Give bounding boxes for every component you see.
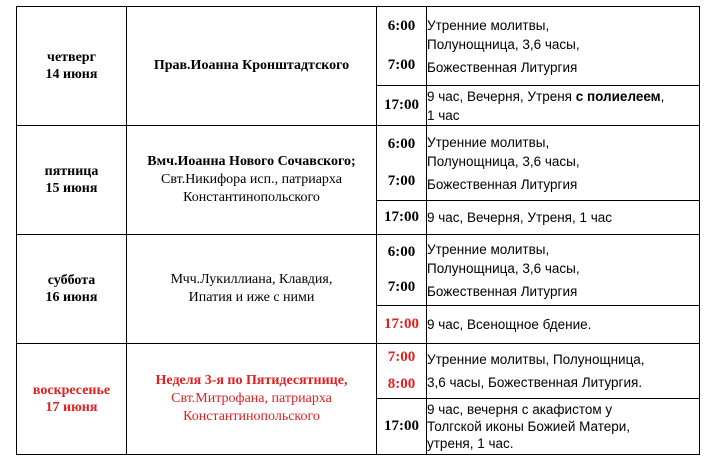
service-line: 9 час, Вечерня, Утреня, 1 час — [427, 201, 700, 235]
schedule-table — [16, 6, 700, 455]
feast-line: Константинопольского — [183, 409, 320, 424]
time-cell — [377, 344, 427, 399]
service-line: Утренние молитвы, — [427, 241, 550, 257]
time-cell — [377, 235, 427, 306]
service-line: 9 час, вечерня с акафистом у — [427, 402, 613, 417]
time: 17:00 — [377, 399, 427, 455]
services-cell — [427, 235, 700, 306]
date: 14 июня — [45, 67, 98, 82]
service-line: 1 час — [427, 107, 460, 123]
service-emphasis: с полиелеем — [575, 88, 661, 104]
service-line: 3,6 часы, Божественная Литургия. — [427, 375, 643, 390]
feast-line: Константинопольского — [183, 190, 320, 205]
service-line: Божественная Литургия — [427, 176, 578, 192]
service-line: утреня, 1 час. — [427, 436, 514, 451]
feast-line: Неделя 3-я по Пятидесятнице, — [155, 373, 348, 388]
service-line: 9 час, Всенощное бдение. — [427, 306, 700, 344]
services-cell — [427, 399, 700, 455]
day-cell — [17, 126, 127, 235]
table-row — [17, 344, 700, 399]
time: 7:00 — [387, 57, 416, 73]
time: 6:00 — [387, 244, 416, 260]
time: 6:00 — [387, 18, 416, 34]
time: 8:00 — [387, 376, 416, 392]
services-cell — [427, 126, 700, 201]
day-cell — [17, 235, 127, 344]
service-line: Утренние молитвы, Полунощница, — [427, 352, 645, 367]
service-line: Божественная Литургия — [427, 283, 578, 299]
feast-line: Свт.Митрофана, патриарха — [171, 391, 332, 406]
service-line: Утренние молитвы, — [427, 17, 550, 33]
table-row — [17, 7, 700, 86]
feast-line: Свт.Никифора исп., патриарха — [161, 172, 342, 187]
feast-cell — [127, 126, 377, 235]
time-cell — [377, 7, 427, 86]
service-line: Полунощница, 3,6 часы, — [427, 36, 580, 52]
day-cell — [17, 7, 127, 126]
weekday: суббота — [47, 273, 96, 288]
time: 7:00 — [387, 279, 416, 295]
table-row — [17, 235, 700, 306]
feast-cell — [127, 235, 377, 344]
date: 15 июня — [45, 181, 98, 196]
time: 7:00 — [387, 173, 416, 189]
service-line: Полунощница, 3,6 часы, — [427, 153, 580, 169]
table-row — [17, 126, 700, 201]
service-line: 9 час, Вечерня, Утреня с полиелеем, — [427, 88, 665, 104]
time: 17:00 — [377, 86, 427, 126]
time: 7:00 — [387, 349, 416, 365]
weekday: пятница — [44, 164, 99, 179]
time: 17:00 — [377, 306, 427, 344]
date: 16 июня — [45, 290, 98, 305]
service-line: Полунощница, 3,6 часы, — [427, 260, 580, 276]
time: 17:00 — [377, 201, 427, 235]
weekday: воскресенье — [32, 383, 111, 398]
feast-line: Вмч.Иоанна Нового Сочавского; — [147, 154, 356, 169]
time-cell — [377, 126, 427, 201]
service-line: Утренние молитвы, — [427, 134, 550, 150]
weekday: четверг — [47, 50, 96, 65]
day-cell — [17, 344, 127, 455]
services-cell — [427, 7, 700, 86]
feast-cell — [127, 7, 377, 126]
services-cell — [427, 86, 700, 126]
feast-line: Прав.Иоанна Кронштадтского — [153, 58, 350, 73]
feast-line: Мчч.Лукиллиана, Клавдия, — [170, 272, 333, 287]
time: 6:00 — [387, 136, 416, 152]
feast-cell — [127, 344, 377, 455]
date: 17 июня — [45, 400, 98, 415]
feast-line: Ипатия и иже с ними — [188, 290, 315, 305]
services-cell — [427, 344, 700, 399]
service-line: Толгской иконы Божией Матери, — [427, 419, 631, 434]
service-line: Божественная Литургия — [427, 59, 578, 75]
